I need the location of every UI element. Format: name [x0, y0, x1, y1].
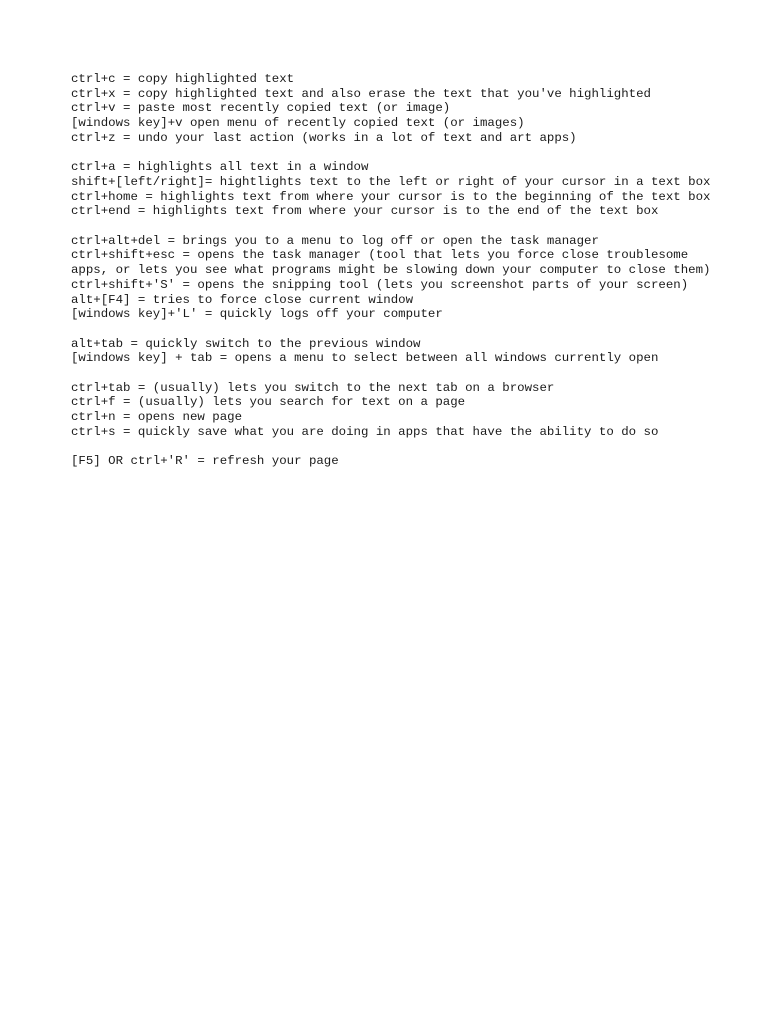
shortcut-group-windows — [71, 337, 711, 366]
shortcut-line: ctrl+f = (usually) lets you search for text on a page — [71, 395, 466, 410]
shortcut-group-browser — [71, 381, 711, 440]
shortcut-line: ctrl+alt+del = brings you to a menu to log off or open the task manager — [71, 233, 599, 248]
shortcut-line: ctrl+x = copy highlighted text and also erase the text that you've highlighted — [71, 86, 651, 101]
shortcut-line: ctrl+z = undo your last action (works in a lot of text and art apps) — [71, 130, 577, 145]
shortcut-group-clipboard — [71, 72, 711, 146]
shortcut-group-refresh — [71, 454, 711, 469]
shortcut-line: ctrl+shift+esc = opens the task manager (tool that lets you force close troublesome apps, or lets you see what programs might be slowing down your computer to close them) — [71, 248, 711, 278]
shortcut-line: [F5] OR ctrl+'R' = refresh your page — [71, 454, 339, 469]
shortcut-group-selection — [71, 160, 711, 219]
shortcut-line: ctrl+v = paste most recently copied text (or image) — [71, 101, 451, 116]
shortcut-group-system — [71, 234, 711, 322]
shortcut-line: [windows key] + tab = opens a menu to select between all windows currently open — [71, 351, 659, 366]
document-body — [71, 72, 711, 484]
shortcut-line: ctrl+shift+'S' = opens the snipping tool (lets you screenshot parts of your screen) — [71, 277, 689, 292]
shortcut-line: ctrl+tab = (usually) lets you switch to the next tab on a browser — [71, 380, 555, 395]
shortcut-line: [windows key]+v open menu of recently copied text (or images) — [71, 116, 525, 131]
shortcut-line: alt+[F4] = tries to force close current window — [71, 292, 414, 307]
shortcut-line: ctrl+home = highlights text from where your cursor is to the beginning of the text box — [71, 189, 711, 204]
shortcut-line: alt+tab = quickly switch to the previous window — [71, 336, 421, 351]
shortcut-line: ctrl+c = copy highlighted text — [71, 72, 295, 86]
shortcut-line: ctrl+s = quickly save what you are doing in apps that have the ability to do so — [71, 424, 659, 439]
shortcut-line: [windows key]+'L' = quickly logs off your computer — [71, 307, 443, 322]
shortcut-line: ctrl+n = opens new page — [71, 410, 243, 425]
shortcut-line: shift+[left/right]= hightlights text to the left or right of your cursor in a text box — [71, 174, 711, 189]
shortcut-line: ctrl+end = highlights text from where your cursor is to the end of the text box — [71, 204, 659, 219]
shortcut-line: ctrl+a = highlights all text in a window — [71, 160, 369, 175]
